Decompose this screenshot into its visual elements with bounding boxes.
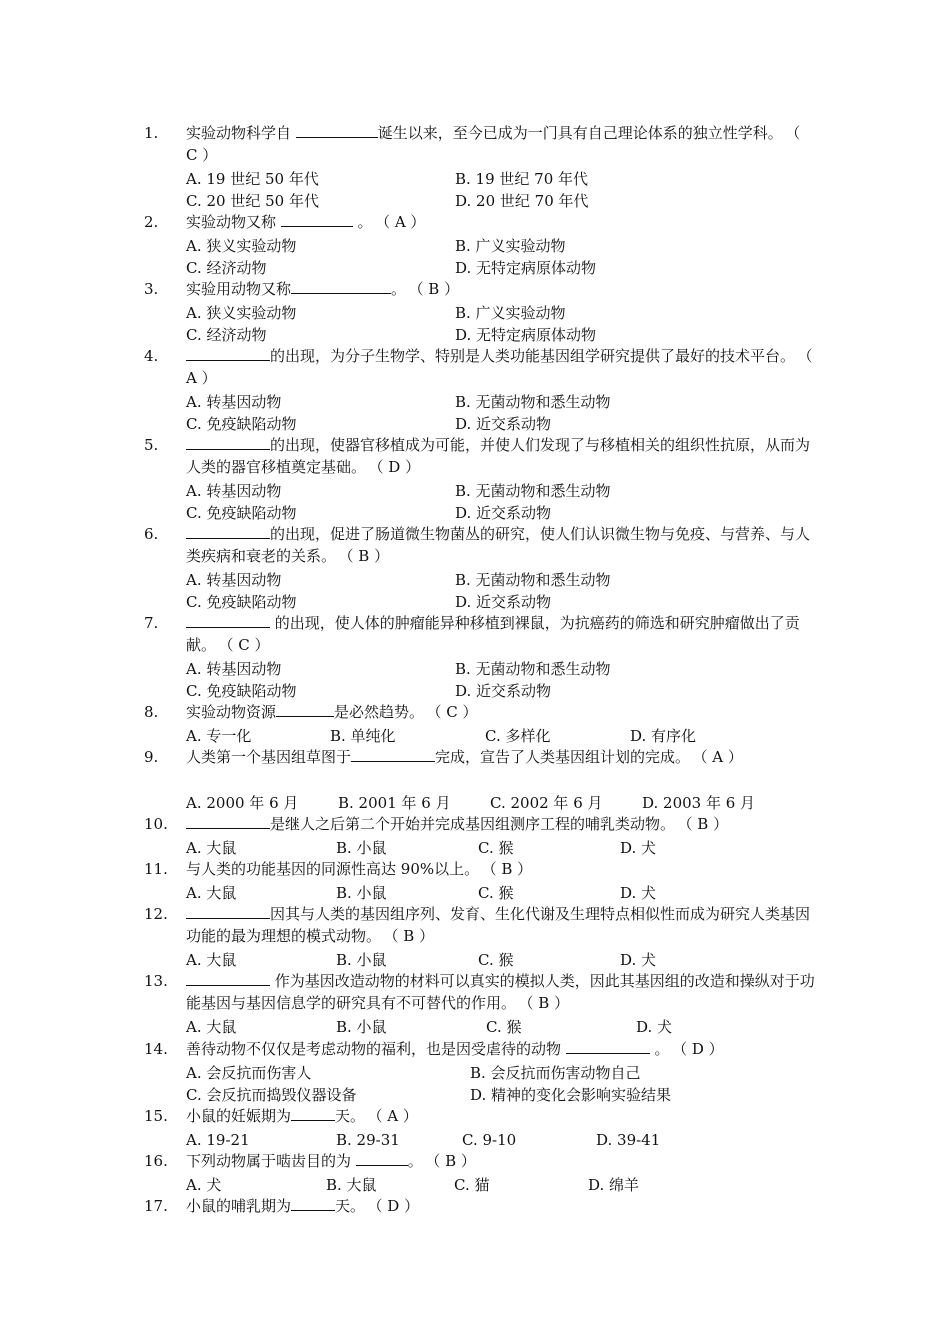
answer-option: A. 2000 年 6 月 bbox=[186, 794, 299, 812]
question-number: 16. bbox=[144, 1152, 168, 1170]
stem-text-before-blank: 人类第一个基因组草图于 bbox=[186, 748, 352, 766]
answer-option: D. 有序化 bbox=[630, 727, 697, 745]
answer-option: C. 猴 bbox=[478, 884, 514, 902]
answer-option: A. 大鼠 bbox=[186, 1018, 237, 1036]
question-number: 5. bbox=[144, 436, 159, 454]
stem-text-before-blank: 下列动物属于啮齿目的为 bbox=[186, 1152, 356, 1170]
stem-text-after-blank: 是必然趋势。 bbox=[334, 703, 425, 721]
answer-key: （ B ） bbox=[416, 280, 460, 298]
question-number: 15. bbox=[144, 1107, 168, 1125]
question-stem bbox=[186, 1150, 816, 1172]
question-number: 7. bbox=[144, 614, 159, 632]
answer-option: B. 无菌动物和悉生动物 bbox=[455, 571, 611, 589]
answer-option: B. 单纯化 bbox=[330, 727, 396, 745]
answer-option: A. 犬 bbox=[186, 1176, 222, 1194]
answer-option: B. 无菌动物和悉生动物 bbox=[455, 393, 611, 411]
answer-option: D. 犬 bbox=[620, 884, 657, 902]
question-number: 6. bbox=[144, 525, 159, 543]
question-stem bbox=[186, 122, 816, 167]
answer-option: D. 39-41 bbox=[596, 1131, 661, 1149]
answer-option: C. 免疫缺陷动物 bbox=[186, 504, 297, 522]
question-stem bbox=[186, 701, 816, 723]
answer-blank bbox=[291, 1196, 335, 1211]
answer-key: （ B ） bbox=[526, 994, 570, 1013]
answer-blank bbox=[291, 1106, 335, 1121]
answer-option: A. 专一化 bbox=[186, 727, 252, 745]
answer-option: C. 多样化 bbox=[485, 727, 551, 745]
stem-text-after-blank: 的出现，使人体的肿瘤能异种移植到裸鼠，为抗癌药的筛选和研究肿瘤做出了贡献。 bbox=[186, 614, 800, 655]
answer-blank bbox=[186, 904, 270, 919]
answer-option: B. 无菌动物和悉生动物 bbox=[455, 660, 611, 678]
answer-option: C. 猴 bbox=[478, 951, 514, 969]
stem-text-after-blank: 的出现，使器官移植成为可能，并使人们发现了与移植相关的组织性抗原，从而为人类的器官移植奠定基础。 bbox=[186, 436, 811, 477]
answer-option: B. 29-31 bbox=[336, 1131, 400, 1149]
answer-option: B. 小鼠 bbox=[336, 884, 387, 902]
answer-key: （ B ） bbox=[432, 1152, 476, 1170]
answer-key: （ A ） bbox=[375, 1107, 418, 1125]
answer-option: A. 狭义实验动物 bbox=[186, 304, 297, 322]
question-stem bbox=[186, 211, 816, 233]
stem-text-after-blank: 的出现，促进了肠道微生物菌丛的研究，使人们认识微生物与免疫、与营养、与人类疾病和衰老的关系。 bbox=[186, 525, 811, 566]
answer-option: C. 猴 bbox=[486, 1018, 522, 1036]
question-stem bbox=[186, 903, 816, 948]
answer-blank bbox=[356, 1151, 408, 1166]
question-stem bbox=[186, 523, 816, 568]
answer-option: B. 小鼠 bbox=[336, 839, 387, 857]
answer-option: B. 无菌动物和悉生动物 bbox=[455, 482, 611, 500]
answer-key: （ A ） bbox=[382, 213, 426, 231]
answer-option: B. 小鼠 bbox=[336, 1018, 387, 1036]
answer-option: A. 19 世纪 50 年代 bbox=[186, 170, 319, 188]
stem-text-after-blank: 。 bbox=[649, 1040, 670, 1058]
answer-option: B. 大鼠 bbox=[326, 1176, 377, 1194]
answer-option: A. 大鼠 bbox=[186, 951, 237, 969]
stem-text-after-blank: 完成，宣告了人类基因组计划的完成。 bbox=[435, 748, 691, 766]
answer-option: B. 2001 年 6 月 bbox=[338, 794, 451, 812]
question-number: 3. bbox=[144, 280, 159, 298]
question-stem bbox=[186, 434, 816, 479]
question-number: 14. bbox=[144, 1040, 168, 1058]
stem-text-before-blank: 实验动物又称 bbox=[186, 213, 281, 231]
answer-option: C. 免疫缺陷动物 bbox=[186, 593, 297, 611]
answer-blank bbox=[186, 346, 270, 361]
stem-text-before-blank: 实验动物资源 bbox=[186, 703, 277, 721]
answer-option: C. 2002 年 6 月 bbox=[490, 794, 603, 812]
answer-option: C. 经济动物 bbox=[186, 326, 267, 344]
question-stem bbox=[186, 746, 816, 768]
question-stem bbox=[186, 1038, 816, 1060]
answer-option: D. 近交系动物 bbox=[455, 593, 552, 611]
answer-blank bbox=[296, 123, 378, 138]
question-number: 17. bbox=[144, 1197, 168, 1215]
question-stem bbox=[186, 1105, 816, 1127]
answer-option: C. 猫 bbox=[454, 1176, 490, 1194]
answer-option: C. 会反抗而捣毁仪器设备 bbox=[186, 1086, 357, 1104]
answer-key: （ C ） bbox=[434, 703, 478, 721]
stem-text-before-blank: 小鼠的妊娠期为 bbox=[186, 1107, 292, 1125]
question-number: 4. bbox=[144, 347, 159, 365]
answer-blank bbox=[186, 613, 270, 628]
question-number: 13. bbox=[144, 972, 168, 990]
question-number: 10. bbox=[144, 815, 168, 833]
answer-key: （ C ） bbox=[186, 124, 801, 165]
answer-option: A. 狭义实验动物 bbox=[186, 237, 297, 255]
stem-text-before-blank: 小鼠的哺乳期为 bbox=[186, 1197, 292, 1215]
answer-option: C. 20 世纪 50 年代 bbox=[186, 192, 319, 210]
answer-blank bbox=[351, 747, 435, 762]
answer-option: D. 20 世纪 70 年代 bbox=[455, 192, 589, 210]
question-stem bbox=[186, 813, 816, 835]
stem-text-before-blank: 善待动物不仅仅是考虑动物的福利，也是因受虐待的动物 bbox=[186, 1040, 566, 1058]
stem-text-before-blank: 实验动物科学自 bbox=[186, 124, 296, 142]
answer-option: D. 无特定病原体动物 bbox=[455, 259, 597, 277]
answer-key: （ D ） bbox=[679, 1040, 724, 1058]
answer-key: （ D ） bbox=[375, 1197, 420, 1215]
answer-option: D. 近交系动物 bbox=[455, 504, 552, 522]
answer-blank bbox=[186, 814, 270, 829]
stem-text-after-blank: 是继人之后第二个开始并完成基因组测序工程的哺乳类动物。 bbox=[270, 815, 676, 833]
answer-option: A. 会反抗而伤害人 bbox=[186, 1064, 312, 1082]
answer-blank bbox=[186, 435, 270, 450]
stem-text-before-blank: 与人类的功能基因的同源性高达 90%以上。 bbox=[186, 860, 480, 878]
answer-blank bbox=[276, 702, 334, 717]
answer-option: B. 广义实验动物 bbox=[455, 304, 566, 322]
stem-text-before-blank: 实验用动物又称 bbox=[186, 280, 292, 298]
question-stem bbox=[186, 858, 816, 880]
answer-option: C. 猴 bbox=[478, 839, 514, 857]
stem-text-after-blank: 。 bbox=[352, 213, 373, 231]
answer-blank bbox=[281, 212, 353, 227]
question-number: 9. bbox=[144, 748, 159, 766]
answer-option: A. 19-21 bbox=[186, 1131, 250, 1149]
answer-option: A. 大鼠 bbox=[186, 884, 237, 902]
stem-text-after-blank: 。 bbox=[391, 280, 407, 298]
stem-text-after-blank: 。 bbox=[407, 1152, 423, 1170]
answer-option: A. 大鼠 bbox=[186, 839, 237, 857]
answer-blank bbox=[186, 524, 270, 539]
question-number: 2. bbox=[144, 213, 159, 231]
answer-blank bbox=[186, 971, 270, 986]
answer-key: （ D ） bbox=[376, 458, 421, 477]
answer-key: （ B ） bbox=[489, 860, 533, 878]
answer-key: （ A ） bbox=[700, 748, 743, 766]
answer-key: （ B ） bbox=[346, 547, 390, 566]
answer-option: D. 犬 bbox=[620, 951, 657, 969]
answer-option: D. 近交系动物 bbox=[455, 682, 552, 700]
answer-key: （ A ） bbox=[186, 347, 813, 388]
answer-option: B. 小鼠 bbox=[336, 951, 387, 969]
stem-text-after-blank: 作为基因改造动物的材料可以真实的模拟人类，因此其基因组的改造和操纵对于功能基因与基因信息学的研究具有不可替代的作用。 bbox=[186, 972, 815, 1013]
answer-option: D. 犬 bbox=[620, 839, 657, 857]
answer-blank bbox=[566, 1039, 650, 1054]
answer-option: D. 近交系动物 bbox=[455, 415, 552, 433]
question-stem bbox=[186, 970, 816, 1015]
question-number: 11. bbox=[144, 860, 168, 878]
answer-option: D. 绵羊 bbox=[588, 1176, 640, 1194]
answer-option: A. 转基因动物 bbox=[186, 482, 282, 500]
answer-option: B. 19 世纪 70 年代 bbox=[455, 170, 589, 188]
answer-option: C. 免疫缺陷动物 bbox=[186, 415, 297, 433]
stem-text-after-blank: 诞生以来，至今已成为一门具有自己理论体系的独立性学科。 bbox=[377, 124, 783, 142]
question-stem bbox=[186, 278, 816, 300]
answer-option: B. 广义实验动物 bbox=[455, 237, 566, 255]
answer-option: A. 转基因动物 bbox=[186, 393, 282, 411]
answer-option: C. 经济动物 bbox=[186, 259, 267, 277]
answer-option: D. 精神的变化会影响实验结果 bbox=[470, 1086, 672, 1104]
answer-key: （ B ） bbox=[391, 927, 435, 946]
answer-option: C. 免疫缺陷动物 bbox=[186, 682, 297, 700]
answer-key: （ B ） bbox=[685, 815, 729, 833]
answer-option: C. 9-10 bbox=[462, 1131, 517, 1149]
stem-text-after-blank: 的出现，为分子生物学、特别是人类功能基因组学研究提供了最好的技术平台。 bbox=[270, 347, 796, 365]
stem-text-after-blank: 因其与人类的基因组序列、发育、生化代谢及生理特点相似性而成为研究人类基因功能的最为理想的模式动物。 bbox=[186, 905, 811, 946]
question-number: 1. bbox=[144, 124, 159, 142]
answer-option: A. 转基因动物 bbox=[186, 571, 282, 589]
stem-text-after-blank: 天。 bbox=[335, 1197, 366, 1215]
question-number: 8. bbox=[144, 703, 159, 721]
answer-blank bbox=[291, 279, 391, 294]
question-number: 12. bbox=[144, 905, 168, 923]
answer-option: D. 无特定病原体动物 bbox=[455, 326, 597, 344]
answer-option: A. 转基因动物 bbox=[186, 660, 282, 678]
answer-option: D. 2003 年 6 月 bbox=[642, 794, 756, 812]
question-stem bbox=[186, 1195, 816, 1217]
question-stem bbox=[186, 345, 816, 390]
answer-option: D. 犬 bbox=[636, 1018, 673, 1036]
answer-key: （ C ） bbox=[226, 636, 270, 655]
stem-text-after-blank: 天。 bbox=[335, 1107, 366, 1125]
question-stem bbox=[186, 612, 816, 657]
answer-option: B. 会反抗而伤害动物自己 bbox=[470, 1064, 641, 1082]
